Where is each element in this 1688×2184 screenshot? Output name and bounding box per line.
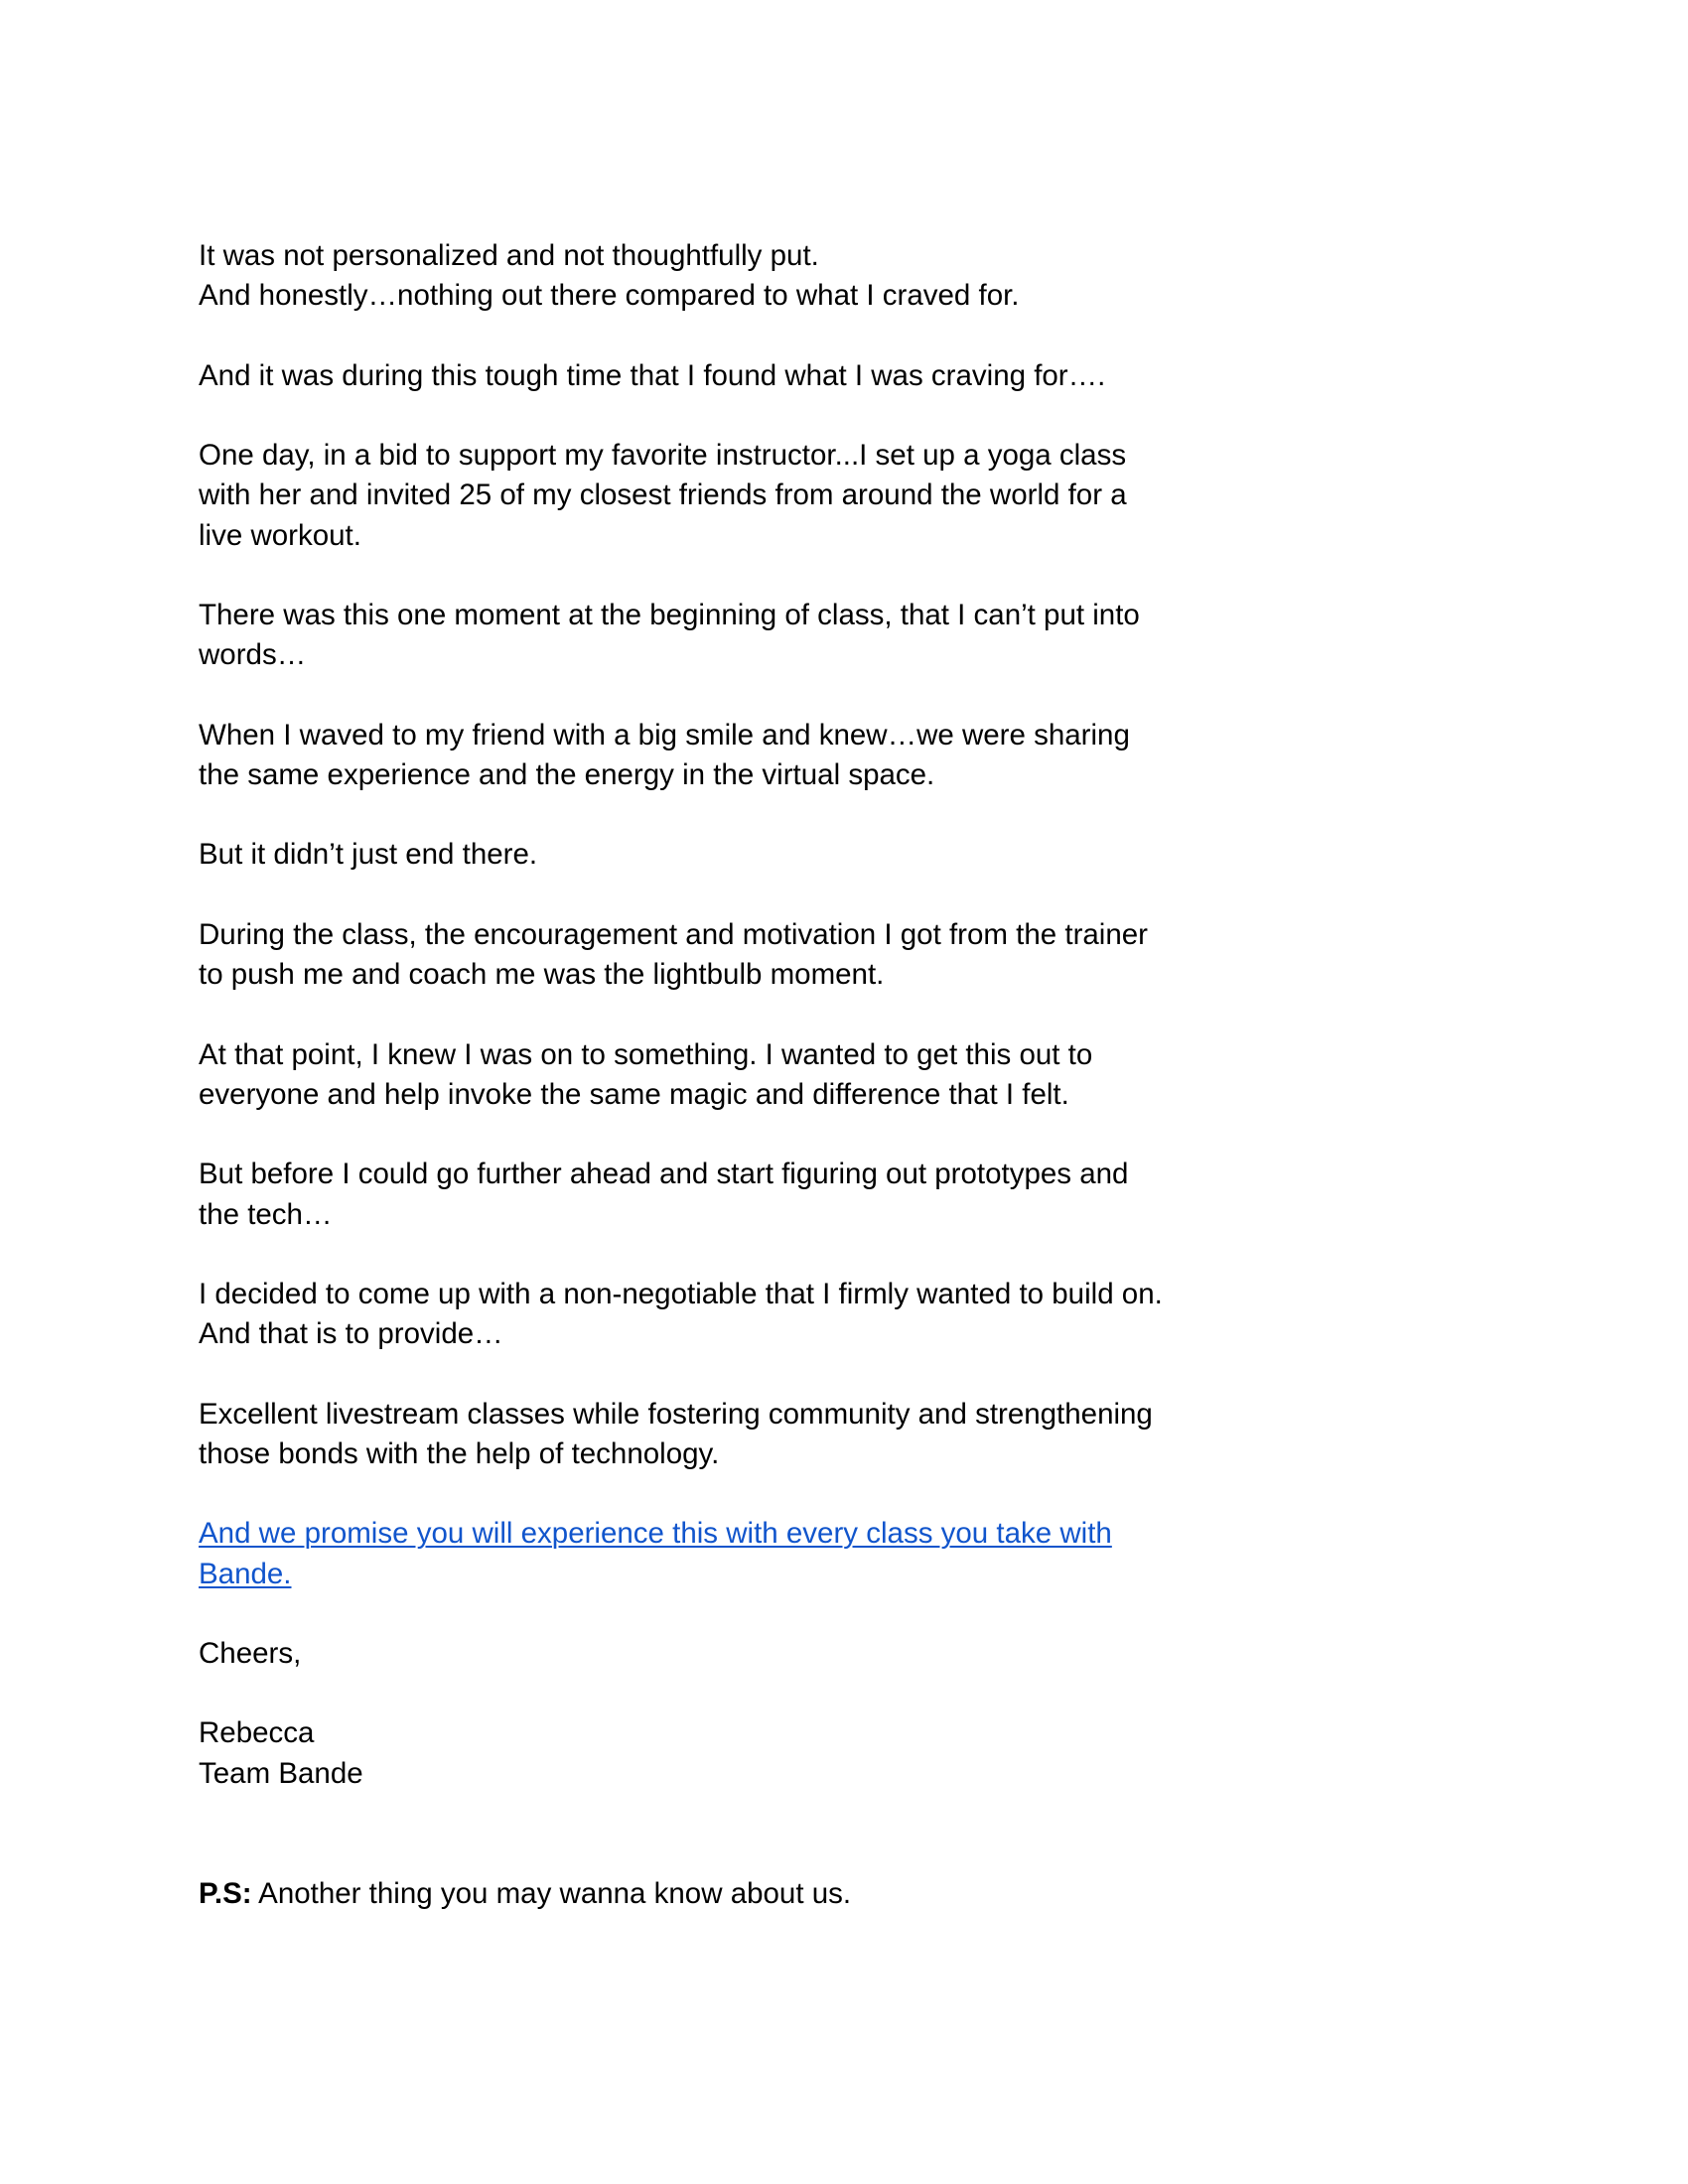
paragraph-7-line-2: to push me and coach me was the lightbulb moment. bbox=[199, 958, 885, 991]
signoff-name: Rebecca bbox=[199, 1716, 315, 1749]
promise-link-line-2[interactable]: Bande. bbox=[199, 1558, 292, 1590]
paragraph-10-line-1: I decided to come up with a non-negotiable that I firmly wanted to build on. bbox=[199, 1278, 1163, 1310]
promise-link-line-1[interactable]: And we promise you will experience this with every class you take with bbox=[199, 1517, 1112, 1550]
paragraph-9-line-1: But before I could go further ahead and start figuring out prototypes and bbox=[199, 1158, 1129, 1190]
paragraph-2-line-1: And it was during this tough time that I found what I was craving for…. bbox=[199, 359, 1106, 392]
paragraph-3-line-2: with her and invited 25 of my closest friends from around the world for a bbox=[199, 478, 1127, 511]
signoff-greeting: Cheers, bbox=[199, 1637, 302, 1670]
paragraph-3-line-1: One day, in a bid to support my favorite instructor...I set up a yoga class bbox=[199, 439, 1127, 472]
signoff-team: Team Bande bbox=[199, 1757, 363, 1790]
paragraph-4-line-2: words… bbox=[199, 638, 307, 671]
paragraph-8-line-2: everyone and help invoke the same magic and difference that I felt. bbox=[199, 1078, 1069, 1111]
paragraph-4-line-1: There was this one moment at the beginning of class, that I can’t put into bbox=[199, 599, 1140, 631]
paragraph-8-line-1: At that point, I knew I was on to something. I wanted to get this out to bbox=[199, 1038, 1093, 1071]
paragraph-6-line-1: But it didn’t just end there. bbox=[199, 838, 538, 871]
document-page bbox=[199, 0, 1291, 2184]
paragraph-7-line-1: During the class, the encouragement and motivation I got from the trainer bbox=[199, 918, 1148, 951]
postscript-text: Another thing you may wanna know about us. bbox=[251, 1877, 852, 1910]
paragraph-1-line-2: And honestly…nothing out there compared to what I craved for. bbox=[199, 279, 1020, 312]
paragraph-11-line-1: Excellent livestream classes while fostering community and strengthening bbox=[199, 1398, 1153, 1431]
postscript-label: P.S: bbox=[199, 1877, 252, 1910]
paragraph-5-line-1: When I waved to my friend with a big smile and knew…we were sharing bbox=[199, 719, 1130, 751]
paragraph-1-line-1: It was not personalized and not thoughtfully put. bbox=[199, 239, 819, 272]
paragraph-9-line-2: the tech… bbox=[199, 1198, 333, 1231]
paragraph-5-line-2: the same experience and the energy in the virtual space. bbox=[199, 758, 935, 791]
paragraph-3-line-3: live workout. bbox=[199, 519, 361, 552]
postscript bbox=[199, 1874, 851, 1914]
paragraph-11-line-2: those bonds with the help of technology. bbox=[199, 1437, 720, 1470]
paragraph-10-line-2: And that is to provide… bbox=[199, 1317, 503, 1350]
